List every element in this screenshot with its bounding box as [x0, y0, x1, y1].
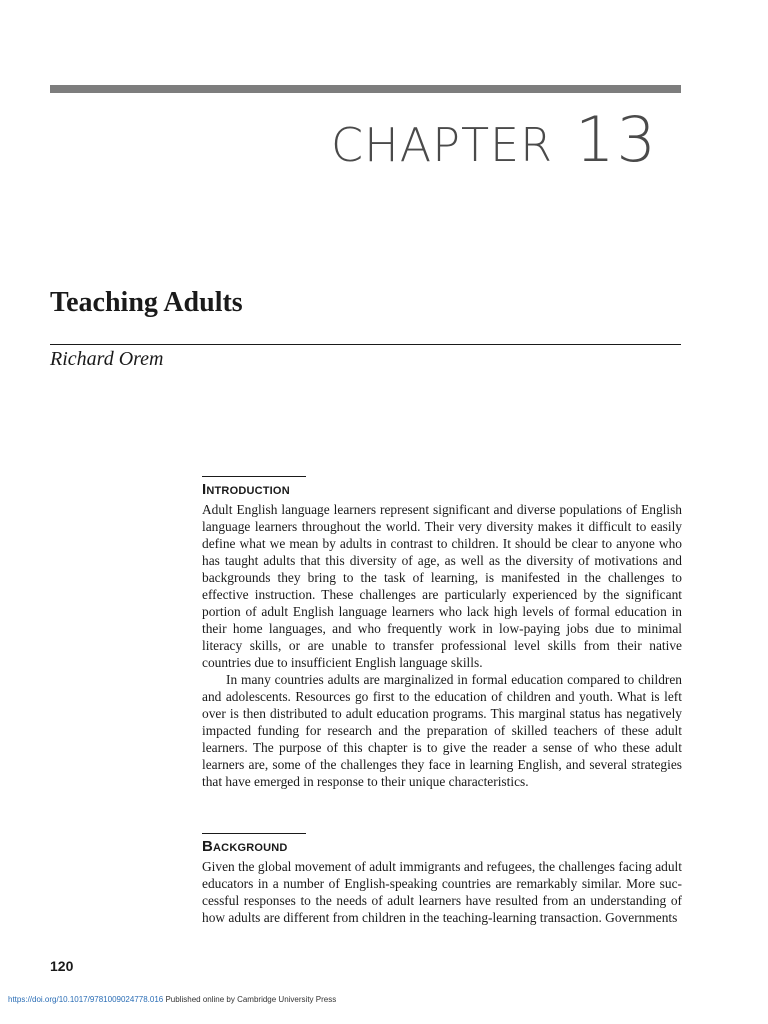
page-number: 120 [50, 958, 74, 974]
section-introduction [202, 476, 682, 790]
section-heading: Background [202, 838, 288, 855]
chapter-number: 13 [575, 103, 658, 176]
paragraph: In many countries adults are marginalized in formal education compared to children and adolescents. Resources go first to the education of children and youth. What is left over is then distributed to adult education programs. This marginal status has negatively impacted funding for research and the preparation of skilled teachers of these adult learners. The purpose of this chapter is to give the reader a sense of who these adult learners are, some of the challenges they face in learning English, and several strategies that have emerged in response to their unique characteristics. [202, 672, 682, 789]
paragraph: Given the global movement of adult immigrants and refugees, the challenges facing adult educators in a number of English-speaking countries are remarkably similar. More suc-cessful responses to the needs of adult learners have resulted from an understanding of how adults are different from children in the teaching-learning transaction. Governments [202, 859, 682, 925]
section-rule [202, 476, 306, 477]
footer-text: Published online by Cambridge University Press [163, 995, 337, 1004]
chapter-top-rule [50, 85, 681, 93]
chapter-title: Teaching Adults [50, 287, 243, 318]
doi-link[interactable]: https://doi.org/10.1017/9781009024778.016 [8, 995, 164, 1004]
chapter-label: CHAPTER [331, 118, 554, 172]
paragraph: Adult English language learners represent significant and diverse populations of English language learners throughout the world. Their very diversity makes it difficult to easily define what we mean by adults in contrast to children. It should be clear to anyone who has taught adults that this diversity of age, as well as the diversity of motivations and backgrounds they bring to the task of learning, is manifested in the challenges to effective instruction. These challenges are particularly experienced by the significant portion of adult English language learners who lack high levels of formal education in their home languages, and who frequently work in low-paying jobs due to minimal literacy skills, or are unable to transfer professional level skills from their native countries due to insufficient English language skills. [202, 502, 682, 670]
author-name: Richard Orem [50, 348, 164, 370]
footer [8, 995, 336, 1004]
title-rule [50, 344, 681, 345]
section-background [202, 833, 682, 926]
section-rule [202, 833, 306, 834]
section-heading: Introduction [202, 481, 290, 498]
chapter-heading [331, 103, 658, 176]
